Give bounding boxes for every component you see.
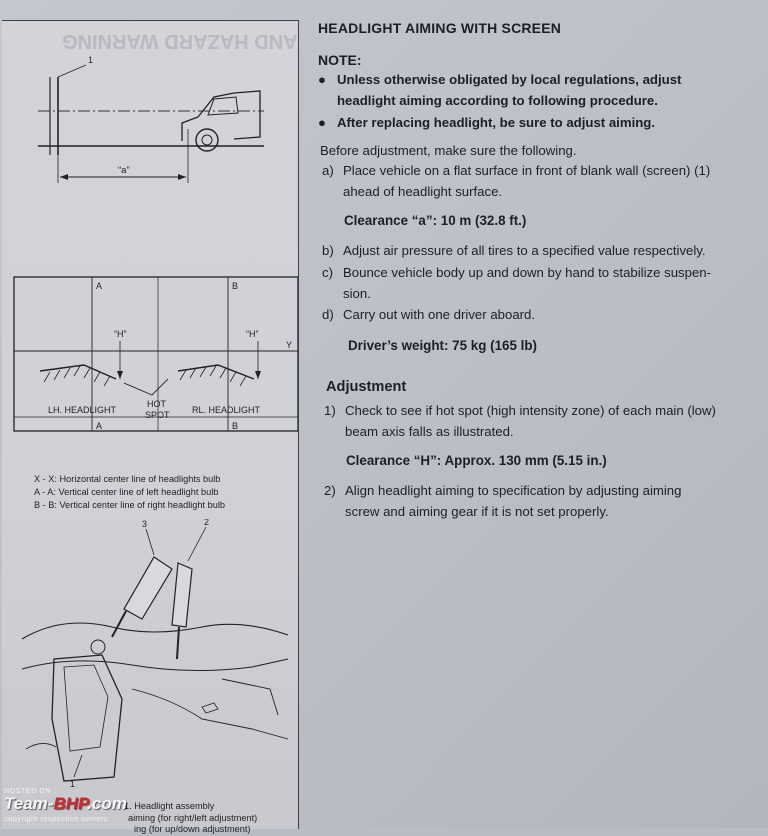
label-b-top: B <box>232 281 239 291</box>
figure-legend <box>34 473 225 512</box>
bottom-legend-2: aiming (for right/left adjustment) <box>128 812 258 823</box>
hosting-watermark <box>4 788 194 826</box>
fig1-callout: 1 <box>88 55 94 65</box>
figure-aiming-screws <box>2 519 298 789</box>
fig3-callout-2: 2 <box>204 519 210 527</box>
note-bullet <box>318 112 756 133</box>
label-h-right: “H” <box>246 329 259 339</box>
adjustment-title: Adjustment <box>326 379 407 395</box>
watermark-logo: Team-BHP.com <box>4 794 127 813</box>
label-b-bottom: B <box>232 421 239 431</box>
clearance-a: Clearance “a”: 10 m (32.8 ft.) <box>344 213 527 228</box>
note-bullet-2-line1: After replacing headlight, be sure to adjust aiming. <box>337 115 656 130</box>
label-h-left: “H” <box>114 329 127 339</box>
drivers-weight: Driver’s weight: 75 kg (165 lb) <box>348 338 538 353</box>
bleed-through-text: AND HAZARD WARNING <box>62 30 298 52</box>
note-title: NOTE: <box>318 52 362 68</box>
manual-page: AND HAZARD WARNING 1 “a” A B Y “H” “H” LH. HEADLIGHT HOT SPOT RL. HEADLIGHT A B X - X: Horizontal center line of headlights bulb A - A: Vertical center line of left headlight bulb B - B: Vertical center line of right headlight bulb 3 2 1 1. Headlight assembly aiming (for right/left adjustment) ing (for up/down adjustment) HEADLIGHT AIMING WITH SCREEN NOTE: ● Unless otherwise obligated by local regulations, adjust headlight aiming according to following procedure. ● After replacing headlight, be sure to adjust aiming. Before adjustment, make sure the following. a) Place vehicle on a flat surface in front of blank wall (screen) (1) ahead of headlight surface. Clearance “a”: 10 m (32.8 ft.) b) Adjust air pressure of all tires to a specified value respectively. c) Bounce vehicle body up and down by hand to stabilize suspen- sion. d) Carry out with one driver aboard. Driver’s weight: 75 kg (165 lb) Adjustment 1) Check to see if hot spot (high intensity zone) of each main (low) beam axis falls as illustrated. Clearance “H”: Approx. 130 mm (5.15 in.) 2) Align headlight aiming to specification by adjusting aiming screw and aiming gear if it is not set properly. HOSTED ON : Team-BHP.com copyright respective owners <box>0 0 768 828</box>
fig3-callout-1: 1 <box>70 779 76 789</box>
label-a-bottom: A <box>96 421 103 431</box>
bullet-dot: ● <box>318 72 326 87</box>
note-bullet-1-line1: Unless otherwise obligated by local regulations, adjust <box>337 72 682 87</box>
bullet-dot: ● <box>318 115 326 130</box>
clearance-h: Clearance “H”: Approx. 130 mm (5.15 in.) <box>346 453 607 468</box>
label-a-top: A <box>96 281 103 291</box>
note-bullet <box>318 69 756 111</box>
label-spot: SPOT <box>145 410 170 420</box>
fig1-dimension-label: “a” <box>118 165 130 176</box>
before-adjustment-text: Before adjustment, make sure the following. <box>320 143 577 158</box>
label-rl-headlight: RL. HEADLIGHT <box>192 405 261 415</box>
watermark-hosted-label: HOSTED ON : <box>4 788 57 795</box>
legend-b: B - B: Vertical center line of right headlight bulb <box>34 500 226 510</box>
note-bullet-1-line2: headlight aiming according to following procedure. <box>337 93 658 108</box>
label-lh-headlight: LH. HEADLIGHT <box>48 405 117 415</box>
figure-panel <box>2 20 299 834</box>
label-hot: HOT <box>147 399 166 409</box>
watermark-copyright: copyright respective owners <box>4 814 108 823</box>
label-y: Y <box>286 340 293 350</box>
section-heading: HEADLIGHT AIMING WITH SCREEN <box>318 20 562 36</box>
bottom-legend-3: ing (for up/down adjustment) <box>134 824 251 834</box>
fig3-callout-3: 3 <box>142 519 148 529</box>
figure-hot-spot-screen <box>2 275 298 435</box>
legend-a: A - A: Vertical center line of left headlight bulb <box>34 487 219 497</box>
bottom-legend-1: 1. Headlight assembly <box>124 801 215 811</box>
figure-vehicle-screen-distance <box>2 43 298 203</box>
legend-x: X - X: Horizontal center line of headlights bulb <box>34 474 221 484</box>
